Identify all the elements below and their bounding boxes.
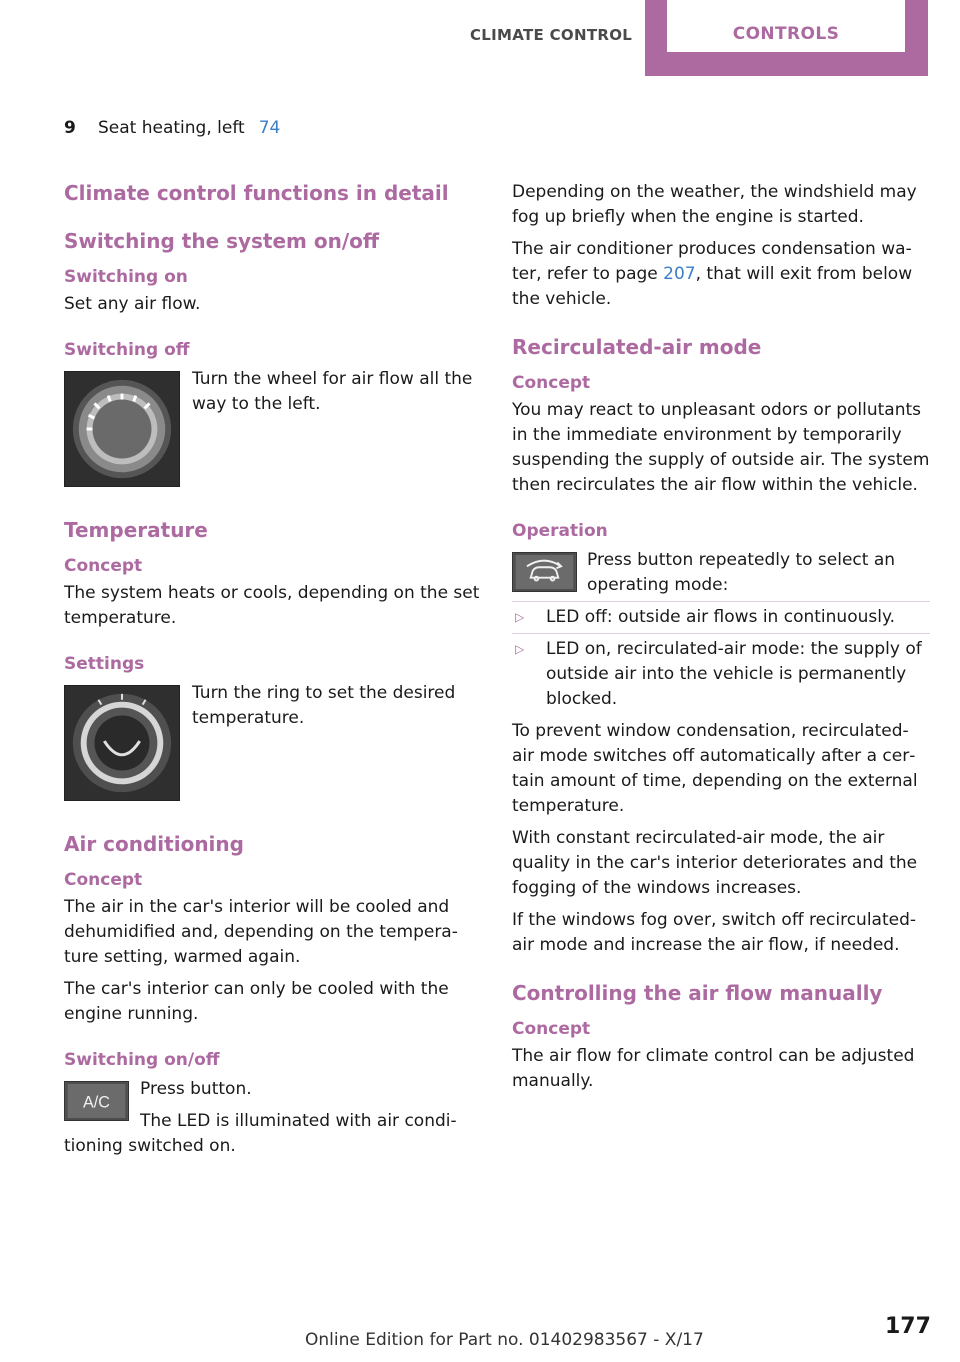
edition-footer: Online Edition for Part no. 01402983567 - X/17 [305,1330,704,1350]
text-ac-press: Press button. [140,1079,252,1099]
text-settings: Turn the ring to set the desired temperature. [192,683,456,728]
text-ac-concept-1: The air in the car's interior will be cooled and dehumidified and, depending on the temperature setting, warmed again. [64,897,458,967]
heading-recirculated-air: Recirculated-air mode [512,335,762,359]
legend-number: 9 [64,118,76,138]
heading-switch-system: Switching the system on/off [64,229,380,253]
heading-temp-concept: Concept [64,556,143,576]
left-column [64,180,482,1166]
text-condensation-a: The air conditioner produces condensation water, refer to page [512,239,912,284]
chapter-tab-inner [667,0,905,52]
text-switch-on: Set any air flow. [64,294,201,314]
heading-manual-air-flow: Controlling the air flow manually [512,981,883,1005]
list-item-text: LED off: outside air flows in continuously. [546,607,895,627]
list-item [512,637,930,712]
text-recirc-concept: You may react to unpleasant odors or pollutants in the immediate environment by temporarily suspending the supply of outside air. The system then recirculates the air flow within the vehicle. [512,400,930,495]
heading-ac-switch: Switching on/off [64,1050,220,1070]
heading-operation: Operation [512,521,608,541]
air-flow-wheel-row [64,367,482,495]
temperature-ring-row [64,681,482,809]
triangle-bullet-icon: ▷ [515,610,525,624]
recirc-button-image [512,552,577,596]
legend-page-link[interactable]: 74 [258,118,281,138]
text-condensation [512,237,930,312]
heading-ac-concept: Concept [64,870,143,890]
right-column [512,180,930,1101]
list-divider [512,633,930,634]
heading-recirc-concept: Concept [512,373,591,393]
ac-button-image [64,1081,129,1125]
list-item [512,605,930,630]
recirc-button-row [512,548,930,598]
heading-switch-on: Switching on [64,267,188,287]
text-fog: If the windows fog over, switch off recirculated-air mode and increase the air flow, if needed. [512,910,917,955]
heading-temperature: Temperature [64,518,208,542]
temperature-ring-image [64,685,180,805]
text-ac-concept-2: The car's interior can only be cooled with the engine running. [64,979,449,1024]
running-header-section: CLIMATE CONTROL [470,26,633,44]
page-link-207[interactable]: 207 [663,264,696,284]
text-constant: With constant recirculated-air mode, the air quality in the car's interior deteriorates and the fogging of the windows increases. [512,828,918,898]
ac-button-row [64,1077,482,1112]
text-prevent: To prevent window condensation, recirculated-air mode switches off automatically after a certain amount of time, depending on the external temperature. [512,721,918,816]
air-flow-wheel-image [64,371,180,491]
text-weather: Depending on the weather, the windshield may fog up briefly when the engine is started. [512,182,917,227]
text-ac-led: The LED is illuminated with air conditioning switched on. [64,1111,457,1156]
heading-settings: Settings [64,654,145,674]
text-condensation-b: , that will exit from below the vehicle. [512,264,913,309]
text-manual-concept: The air flow for climate control can be adjusted manually. [512,1046,915,1091]
chapter-tab[interactable] [645,0,928,76]
heading-air-conditioning: Air conditioning [64,832,244,856]
triangle-bullet-icon: ▷ [515,642,525,656]
legend-text: Seat heating, left [98,118,245,138]
heading-manual-concept: Concept [512,1019,591,1039]
list-item-text: LED on, recirculated-air mode: the supply of outside air into the vehicle is permanently blocked. [546,639,922,709]
text-temp-concept: The system heats or cools, depending on the set temperature. [64,583,480,628]
text-operation: Press button repeatedly to select an operating mode: [587,550,896,595]
ac-button-label: A/C [83,1093,110,1112]
text-switch-off: Turn the wheel for air flow all the way to the left. [192,369,473,414]
list-divider [512,601,930,602]
legend-item [64,118,280,138]
chapter-tab-label: CONTROLS [732,24,840,44]
heading-switch-off: Switching off [64,340,190,360]
page-number: 177 [885,1314,931,1339]
operating-mode-list [512,605,930,712]
heading-functions: Climate control functions in detail [64,181,449,205]
